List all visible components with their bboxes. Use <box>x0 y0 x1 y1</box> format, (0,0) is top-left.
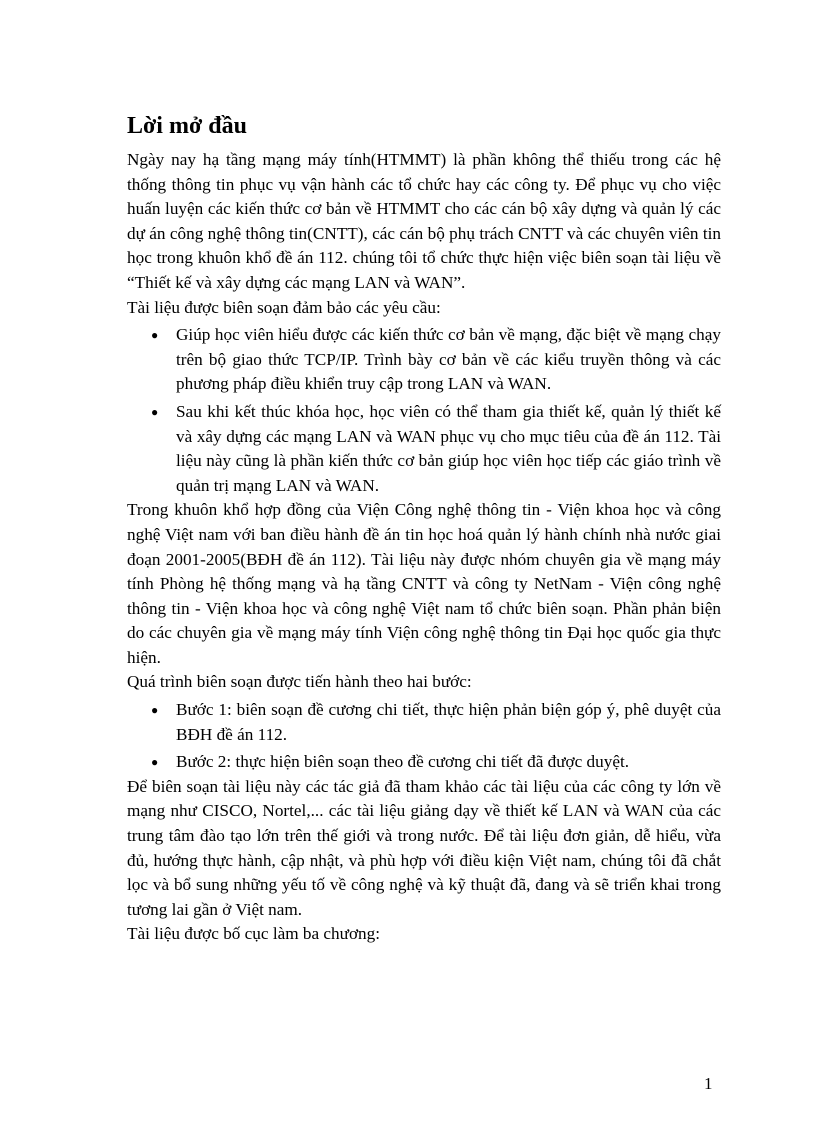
list-item <box>127 400 721 498</box>
paragraph-contract: Trong khuôn khổ hợp đồng của Viện Công nghệ thông tin - Viện khoa học và công nghệ Việt nam với ban điều hành đề án tin học hoá quản lý hành chính nhà nước giai đoạn 2001-2005(BĐH đề án 112). Tài liệu này được nhóm chuyên gia về mạng máy tính Phòng hệ thống mạng và hạ tầng CNTT và công ty NetNam - Viện công nghệ thông tin - Viện khoa học và công nghệ Việt nam tổ chức biên soạn. Phần phản biện do các chuyên gia về mạng máy tính Viện công nghệ thông tin Đại học quốc gia thực hiện. <box>127 500 721 667</box>
list-item <box>127 698 721 747</box>
paragraph-intro: Ngày nay hạ tầng mạng máy tính(HTMMT) là phần không thể thiếu trong các hệ thống thông tin phục vụ vận hành các tổ chức hay các công ty. Để phục vụ cho việc huấn luyện các kiến thức cơ bản về HTMMT cho các cán bộ xây dựng và quản lý các dự án công nghệ thông tin(CNTT), các cán bộ phụ trách CNTT và các chuyên viên tin học trong khuôn khổ đề án 112. chúng tôi tổ chức thực hiện việc biên soạn tài liệu về “Thiết kế và xây dựng các mạng LAN và WAN”. <box>127 150 721 292</box>
requirements-list <box>127 323 721 498</box>
list-item <box>127 750 721 775</box>
paragraph-structure-intro: Tài liệu được bố cục làm ba chương: <box>127 924 381 944</box>
list-item-text: Giúp học viên hiểu được các kiến thức cơ bản về mạng, đặc biệt về mạng chạy trên bộ giao thức TCP/IP. Trình bày cơ bản về các kiểu truyền thông và các phương pháp điều khiển truy cập trong LAN và WAN. <box>176 325 721 394</box>
paragraph-references: Để biên soạn tài liệu này các tác giả đã tham khảo các tài liệu của các công ty lớn về mạng như CISCO, Nortel,... các tài liệu giảng dạy về thiết kế LAN và WAN của các trung tâm đào tạo lớn trên thế giới và trong nước. Để tài liệu đơn giản, dễ hiểu, vừa đủ, hướng thực hành, cập nhật, và phù hợp với điều kiện Việt nam, chúng tôi đã chắt lọc và bổ sung những yếu tố về công nghệ và kỹ thuật đã, đang và sẽ triển khai trong tương lai gần ở Việt nam. <box>127 776 721 919</box>
bullet-icon: ● <box>151 328 159 343</box>
list-item-text: Sau khi kết thúc khóa học, học viên có thể tham gia thiết kế, quản lý thiết kế và xây dựng các mạng LAN và WAN phục vụ cho mục tiêu của đề án 112. Tài liệu này cũng là phần kiến thức cơ bản giúp học viên học tiếp các giáo trình về quản trị mạng LAN và WAN. <box>176 401 721 495</box>
list-item <box>127 323 721 397</box>
page-number: 1 <box>704 1074 713 1093</box>
paragraph-process-intro: Quá trình biên soạn được tiến hành theo hai bước: <box>127 672 472 692</box>
list-item-text: Bước 2: thực hiện biên soạn theo đề cương chi tiết đã được duyệt. <box>176 752 630 772</box>
paragraph-requirements-intro: Tài liệu được biên soạn đảm bảo các yêu cầu: <box>127 297 441 317</box>
document-body <box>127 148 721 947</box>
bullet-icon: ● <box>151 404 159 419</box>
bullet-icon: ● <box>151 755 159 770</box>
steps-list <box>127 698 721 775</box>
page-title: Lời mở đầu <box>127 113 247 139</box>
list-item-text: Bước 1: biên soạn đề cương chi tiết, thực hiện phản biện góp ý, phê duyệt của BĐH đề án 112. <box>176 700 721 744</box>
bullet-icon: ● <box>151 703 159 718</box>
